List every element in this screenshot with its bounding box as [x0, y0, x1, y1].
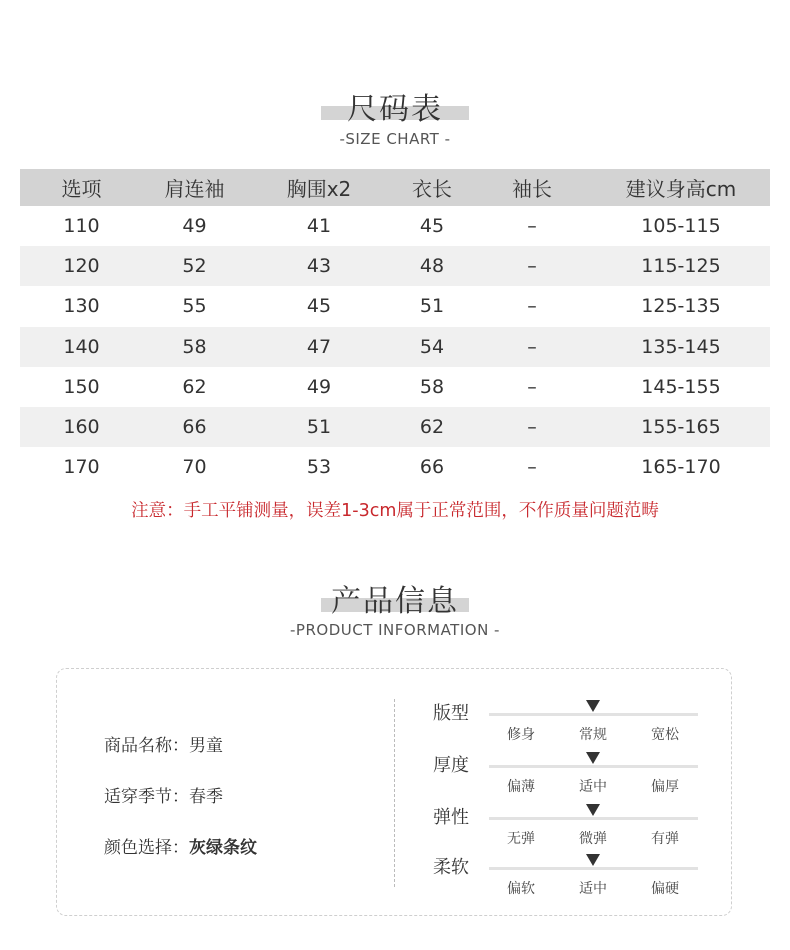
table-cell: 62: [182, 375, 207, 398]
table-cell: 155-165: [641, 416, 721, 439]
table-cell: 49: [306, 375, 332, 398]
attribute-scale-bar: [489, 867, 698, 870]
table-cell: 170: [63, 456, 100, 479]
table-cell: 48: [419, 255, 445, 278]
table-cell: 70: [182, 456, 207, 479]
table-cell: 140: [63, 335, 100, 358]
table-row: [20, 407, 770, 447]
table-cell: –: [527, 255, 537, 278]
table-cell: 66: [182, 416, 207, 439]
table-cell: 165-170: [641, 456, 721, 479]
measurement-note: 注意：手工平铺测量，误差1-3cm属于正常范围，不作质量问题范畴: [131, 501, 659, 521]
attribute-row: [433, 853, 703, 903]
table-cell: 145-155: [641, 375, 721, 398]
table-cell: 55: [182, 295, 207, 318]
table-cell: 150: [63, 375, 100, 398]
info-divider: [394, 699, 395, 887]
triangle-down-icon: [586, 804, 600, 816]
table-cell: 115-125: [641, 255, 721, 278]
table-cell: 160: [63, 416, 100, 439]
table-cell: –: [527, 295, 537, 318]
attribute-option: 适中: [579, 779, 607, 795]
size-chart-subtitle: -SIZE CHART -: [339, 130, 451, 148]
info-label: 适穿季节：: [104, 787, 189, 807]
attribute-option: 修身: [507, 727, 535, 743]
attribute-option: 偏厚: [651, 779, 679, 795]
info-field-name: [104, 731, 223, 756]
table-cell: 53: [306, 456, 332, 479]
size-chart-title-text: 尺码表: [347, 92, 443, 127]
table-cell: 49: [182, 215, 207, 238]
info-value: 春季: [189, 787, 223, 807]
table-cell: 45: [306, 295, 332, 318]
table-cell: 66: [419, 456, 445, 479]
product-info-title-text: 产品信息: [331, 584, 459, 619]
table-cell: –: [527, 215, 537, 238]
attribute-label: 弹性: [433, 807, 469, 828]
table-cell: –: [527, 335, 537, 358]
attribute-scale-bar: [489, 713, 698, 716]
size-table: [20, 169, 770, 487]
table-row: [20, 286, 770, 326]
table-row: [20, 367, 770, 407]
table-cell: 58: [182, 335, 207, 358]
table-cell: 41: [306, 215, 332, 238]
table-cell: 135-145: [641, 335, 721, 358]
table-cell: 130: [63, 295, 100, 318]
table-row: [20, 327, 770, 367]
attribute-option: 适中: [579, 881, 607, 897]
table-cell: 62: [419, 416, 445, 439]
table-cell: 45: [419, 215, 445, 238]
info-field-season: [104, 782, 223, 807]
attribute-label: 版型: [433, 703, 469, 724]
table-row: [20, 447, 770, 487]
attribute-option: 常规: [579, 727, 607, 743]
table-cell: –: [527, 416, 537, 439]
attribute-option: 偏硬: [651, 881, 679, 897]
table-cell: 120: [63, 255, 100, 278]
attribute-label: 厚度: [433, 755, 469, 776]
size-chart-title: [0, 84, 790, 128]
table-cell: 54: [419, 335, 445, 358]
info-label: 颜色选择：: [104, 838, 189, 858]
header-cell: 建议身高cm: [625, 177, 737, 201]
info-label: 商品名称：: [104, 736, 189, 756]
table-row: [20, 206, 770, 246]
table-cell: –: [527, 456, 537, 479]
product-info-title: [0, 576, 790, 620]
attribute-option: 无弹: [507, 831, 535, 847]
table-cell: 110: [63, 215, 100, 238]
triangle-down-icon: [586, 854, 600, 866]
product-info-box: [56, 668, 732, 916]
header-cell: 胸围x2: [286, 177, 352, 201]
table-cell: 125-135: [641, 295, 721, 318]
table-row: [20, 246, 770, 286]
attribute-scale-bar: [489, 817, 698, 820]
product-info-subtitle: -PRODUCT INFORMATION -: [290, 621, 500, 639]
size-table-header: [20, 169, 770, 206]
header-cell: 选项: [61, 177, 102, 201]
header-cell: 衣长: [412, 177, 452, 201]
table-cell: 58: [419, 375, 445, 398]
attribute-row: [433, 803, 703, 853]
table-cell: –: [527, 375, 537, 398]
table-cell: 43: [306, 255, 332, 278]
attribute-option: 有弹: [651, 831, 679, 847]
info-field-color: [104, 833, 257, 858]
attribute-row: [433, 699, 703, 749]
attribute-option: 偏薄: [507, 779, 535, 795]
table-cell: 105-115: [641, 215, 721, 238]
info-value: 灰绿条纹: [189, 838, 257, 858]
triangle-down-icon: [586, 752, 600, 764]
info-value: 男童: [189, 736, 223, 756]
attribute-scale-bar: [489, 765, 698, 768]
attribute-label: 柔软: [433, 857, 469, 878]
header-cell: 袖长: [512, 177, 552, 201]
attribute-option: 偏软: [507, 881, 535, 897]
table-cell: 47: [306, 335, 332, 358]
table-cell: 51: [306, 416, 332, 439]
triangle-down-icon: [586, 700, 600, 712]
header-cell: 肩连袖: [164, 177, 225, 201]
attribute-row: [433, 751, 703, 801]
table-cell: 51: [419, 295, 445, 318]
table-cell: 52: [182, 255, 207, 278]
attribute-option: 宽松: [651, 727, 679, 743]
attribute-option: 微弹: [579, 831, 607, 847]
